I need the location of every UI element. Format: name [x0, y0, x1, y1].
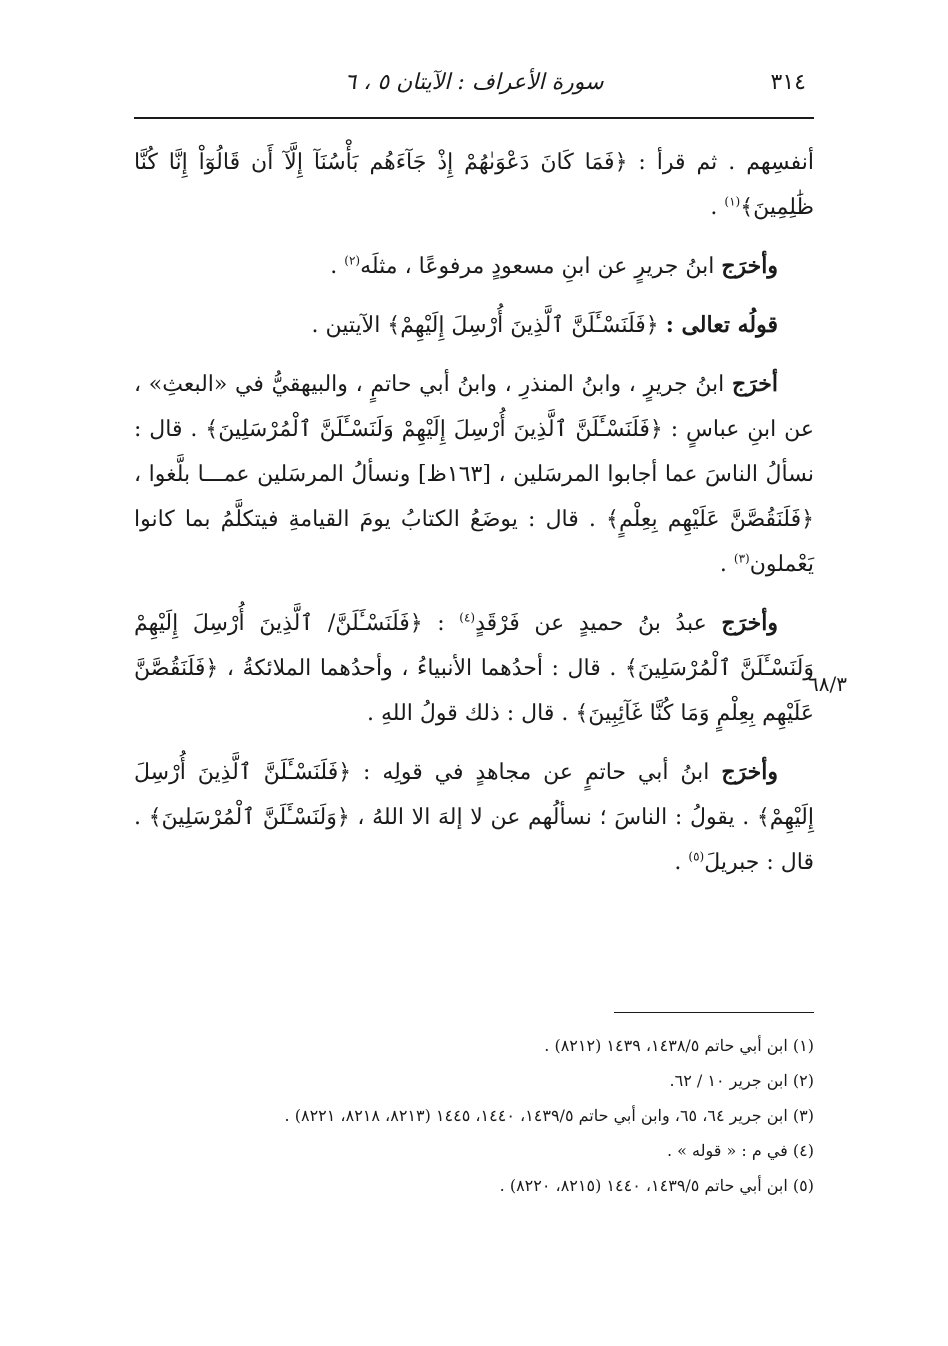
footnote-rule — [614, 1012, 814, 1013]
margin-reference: ٦٨/٣ — [808, 672, 847, 696]
paragraph-2: وأخرَج ابنُ جريرٍ عن ابنِ مسعودٍ مرفوعًا ، مثلَه$^{(٢)}$ . — [330, 253, 778, 279]
paragraph-5: وأخرَج عبدُ بنُ حميدٍ عن فَرْقَدٍ$^{(٤)}$ : ﴿فَلَنَسْـَٔلَنَّ/ ٱلَّذِينَ أُرْسِلَ إِلَيْهِمْ وَلَنَسْـَٔلَنَّ ٱلْمُرْسَلِينَ﴾ . قال : أحدُهما الأنبياءُ ، وأحدُهما الملائكةُ ، ﴿فَلَنَقُصَّنَّ عَلَيْهِم بِعِلْمٍ وَمَا كُنَّا غَآئِبِينَ﴾ . قال : ذلك قولُ اللهِ . — [134, 610, 814, 726]
paragraph-1: أنفسِهم . ثم قرأ : ﴿فَمَا كَانَ دَعْوَىٰهُمْ إِذْ جَآءَهُم بَأْسُنَآ إِلَّآ أَن قَالُوٓاْ إِنَّا كُنَّا ظَٰلِمِينَ﴾$^{(١)}$ . — [134, 150, 814, 220]
footnote-2: (٢) ابن جرير ١٠ / ٦٢. — [669, 1071, 814, 1090]
paragraph-6: وأخرَج ابنُ أبي حاتمٍ عن مجاهدٍ في قولِه : ﴿فَلَنَسْـَٔلَنَّ ٱلَّذِينَ أُرْسِلَ إِلَيْهِمْ﴾ . يقولُ : الناسَ ؛ نسألُهم عن لا إلهَ الا اللهُ ، ﴿وَلَنَسْـَٔلَنَّ ٱلْمُرْسَلِينَ﴾ . قال : جبريلَ$^{(٥)}$ . — [134, 759, 814, 875]
footnote-ref: (٣) — [733, 551, 750, 566]
footnote-3: (٣) ابن جرير ٦٤، ٦٥، وابن أبي حاتم ١٤٣٩/٥، ١٤٤٠، ١٤٤٥ (٨٢١٣، ٨٢١٨، ٨٢٢١) . — [284, 1106, 814, 1125]
footnotes — [134, 1028, 814, 1203]
footnote-5: (٥) ابن أبي حاتم ١٤٣٩/٥، ١٤٤٠ (٨٢١٥، ٨٢٢٠) . — [499, 1176, 814, 1195]
page-number: ٣١٤ — [770, 70, 806, 95]
footnote-ref: (٥) — [688, 849, 705, 864]
header-rule — [134, 117, 814, 119]
footnote-1: (١) ابن أبي حاتم ١٤٣٨/٥، ١٤٣٩ (٨٢١٢) . — [544, 1036, 814, 1055]
paragraph-4: أخرَج ابنُ جريرٍ ، وابنُ المنذرِ ، وابنُ أبي حاتمٍ ، والبيهقيُّ في «البعثِ» ، عن ابنِ عباسٍ : ﴿فَلَنَسْـَٔلَنَّ ٱلَّذِينَ أُرْسِلَ إِلَيْهِمْ وَلَنَسْـَٔلَنَّ ٱلْمُرْسَلِينَ﴾ . قال : نسألُ الناسَ عما أجابوا المرسَلين ، [١٦٣ظ] ونسألُ المرسَلين عمـــا بلَّغوا ، ﴿فَلَنَقُصَّنَّ عَلَيْهِم بِعِلْمٍ﴾ . قال : يوضَعُ الكتابُ يومَ القيامةِ فيتكلَّمُ بما كانوا يَعْملون$^{(٣)}$ . — [134, 371, 814, 577]
paragraph-3: قولُه تعالى : ﴿فَلَنَسْـَٔلَنَّ ٱلَّذِينَ أُرْسِلَ إِلَيْهِمْ﴾ الآيتين . — [311, 312, 778, 338]
footnote-ref: (١) — [724, 194, 741, 209]
footnote-ref: (٤) — [459, 610, 476, 625]
page-header — [134, 62, 814, 106]
running-title: سورة الأعراف : الآيتان ٥ ، ٦ — [344, 70, 604, 95]
main-text — [134, 140, 814, 899]
footnote-ref: (٢) — [344, 253, 361, 268]
footnote-4: (٤) في م : « قوله » . — [667, 1141, 814, 1160]
